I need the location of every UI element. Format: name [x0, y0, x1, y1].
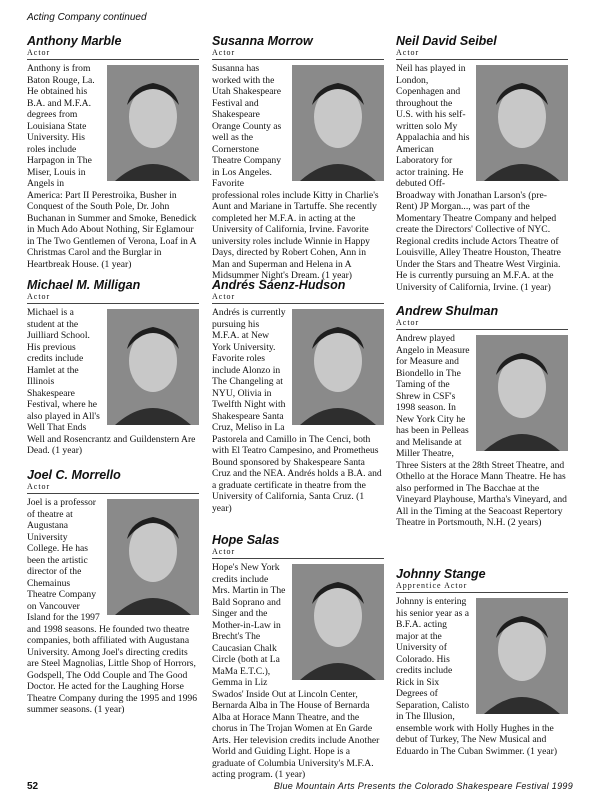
- bio-text: Johnny is entering his senior year as a B.F.A. acting major at the University of Colorado. His credits include Rick in Six Degrees of Separation, Calisto in The Illusion, ensemble work with Holly Hughes in the debut of Turkey, The New Musical and Eduardo in The Cuban Swimmer. (1 year): [396, 596, 558, 757]
- bio-text: Hope's New York credits include Mrs. Martin in The Bald Soprano and Singer and the Mother-in-Law in Brecht's The Caucasian Chalk Circle (both at La MaMa E.T.C.), Gemma in Liz Swados' Inside Out at Lincoln Center, Bernarda Alba in The House of Bernarda Alba at Horace Mann Theatre, and the chorus in The Trojan Women at En Garde Arts. Her television credits include Another World and Guiding Light. Hope is a graduate of Columbia University's M.F.A. acting program. (1 year): [212, 562, 380, 780]
- bio-text: Neil has played in London, Copenhagen and throughout the U.S. with his self-written solo My Appalachia and his American Laboratory for actor training. He debuted Off-Broadway with Jonathan Larson's (pre-Rent) JP Morgan..., was part of the Momentary Theatre Company and helped create the Directors' Collective of NYC. Regional credits include Actors Theatre of Louisville, Alley Theatre Houston, Theatre Under the Stars and Theatre West Virginia. He is currently pursuing an M.F.A. at the University of California, Irvine. (1 year): [396, 63, 561, 293]
- bio-entry: [396, 567, 568, 757]
- bio-text: Joel is a professor of theatre at Augustana University College. He has been the artistic director of the Chemainus Theatre Company on Vancouver Island for the 1997 and 1998 seasons. He founded two theatre companies, both affiliated with Augustana University. Among Joel's directing credits are Steel Magnolias, Little Shop of Horrors, Godspell, The Odd Couple and The Good Doctor. He acted for the Laughing Horse Theatre Company during the 1995 and 1996 summer seasons. (1 year): [27, 497, 197, 715]
- bio-entry: [212, 533, 384, 781]
- bio-entry: [212, 278, 384, 533]
- actor-name: Neil David Seibel: [396, 34, 497, 48]
- actor-name: Andrés Sáenz-Hudson: [212, 278, 346, 292]
- headshot-photo: [292, 564, 384, 680]
- headshot-photo: [107, 309, 199, 425]
- headshot-photo: [107, 65, 199, 181]
- bio-entry: [212, 34, 384, 281]
- actor-role: Actor: [212, 547, 384, 559]
- bio-entry: [27, 278, 199, 468]
- actor-role: Actor: [212, 48, 384, 60]
- actor-name: Michael M. Milligan: [27, 278, 141, 292]
- actor-role: Actor: [396, 318, 568, 330]
- footer-title: Blue Mountain Arts Presents the Colorado Shakespeare Festival 1999: [273, 781, 573, 791]
- column-middle: [212, 34, 384, 781]
- headshot-photo: [107, 499, 199, 615]
- headshot-photo: [476, 598, 568, 714]
- actor-role: Actor: [27, 48, 199, 60]
- continued-header: Acting Company continued: [27, 12, 147, 23]
- headshot-photo: [476, 335, 568, 451]
- actor-role: Apprentice Actor: [396, 581, 568, 593]
- bio-entry: [396, 34, 568, 304]
- column-left: [27, 34, 199, 716]
- actor-name: Anthony Marble: [27, 34, 122, 48]
- bio-entry: [27, 468, 199, 716]
- bio-text: Anthony is from Baton Rouge, La. He obtained his B.A. and M.F.A. degrees from Louisiana State University. His roles include Harpagon in The Miser, Louis in Angels in America: Part II Perestroika, Busher in Conquest of the South Pole, Dr. John Buchanan in Summer and Smoke, Benedick in Much Ado About Nothing, Sir Eglamour in The Two Gentlemen of Verona, Loaf in A Christmas Carol and the Burglar in Heartbreak House. (1 year): [27, 63, 197, 270]
- bio-text: Susanna has worked with the Utah Shakespeare Festival and Shakespeare Orange County as well as the Cornerstone Theatre Company in Los Angeles. Favorite professional roles include Kitty in Charlie's Aunt and Mariane in Tartuffe. She recently completed her M.F.A. in acting at the University of California, Irvine. Favorite university roles include Winnie in Happy Days, directed by Robert Cohen, Ann in Man and Superman and Helena in A Midsummer Night's Dream. (1 year): [212, 63, 379, 281]
- actor-name: Susanna Morrow: [212, 34, 313, 48]
- bio-text: Andrew played Angelo in Measure for Measure and Biondello in The Taming of the Shrew in CSF's 1998 season. In New York City he has been in Pelleas and Melisande at Miller Theatre, Three Sisters at the 28th Street Theatre, and Othello at the Horace Mann Theatre. He has also performed in The Bacchae at the Vineyard Playhouse, Martha's Vineyard, and All in the Timing at the Seacoast Repertory Theatre in Portsmouth, N.H. (2 years): [396, 333, 567, 528]
- actor-role: Actor: [27, 292, 199, 304]
- actor-role: Actor: [27, 482, 199, 494]
- actor-name: Johnny Stange: [396, 567, 486, 581]
- bio-entry: [27, 34, 199, 278]
- bio-text: Michael is a student at the Juilliard School. His previous credits include Hamlet at the Illinois Shakespeare Festival, where he also played in All's Well That Ends Well and Rosencrantz and Guildenstern Are Dead. (1 year): [27, 307, 196, 456]
- actor-role: Actor: [212, 292, 384, 304]
- headshot-photo: [292, 309, 384, 425]
- actor-name: Andrew Shulman: [396, 304, 499, 318]
- actor-role: Actor: [396, 48, 568, 60]
- bio-text: Andrés is currently pursuing his M.F.A. at New York University. Favorite roles include Alonzo in The Changeling at NYU, Olivia in Twelfth Night with Shakespeare Santa Cruz, Meliso in La Pastorela and Camillo in The Cenci, both with El Teatro Campesino, and Prometheus Bound sponsored by Shakespeare Santa Cruz and the NEA. Andrés holds a B.A. and a graduate certificate in theatre from the University of California, Santa Cruz. (1 year): [212, 307, 382, 514]
- headshot-photo: [292, 65, 384, 181]
- headshot-photo: [476, 65, 568, 181]
- column-right: [396, 34, 568, 757]
- bio-entry: [396, 304, 568, 567]
- page-number: 52: [27, 781, 39, 792]
- actor-name: Joel C. Morrello: [27, 468, 121, 482]
- actor-name: Hope Salas: [212, 533, 280, 547]
